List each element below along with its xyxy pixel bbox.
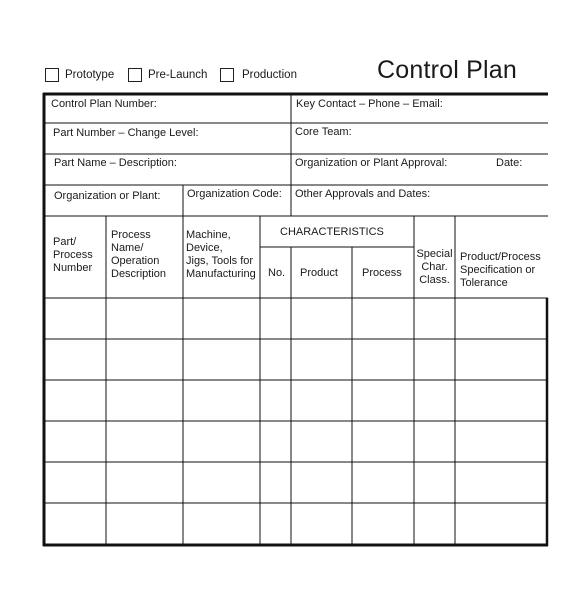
production-label: Production xyxy=(242,69,297,81)
col-product: Product xyxy=(300,267,338,279)
core-team-label: Core Team: xyxy=(295,126,352,138)
control-plan-number-label: Control Plan Number: xyxy=(51,98,157,110)
part-number-label: Part Number – Change Level: xyxy=(53,127,199,139)
col-machine: Machine, Device, Jigs, Tools for Manufacturing xyxy=(186,229,256,280)
org-code-label: Organization Code: xyxy=(187,188,282,200)
key-contact-label: Key Contact – Phone – Email: xyxy=(296,98,443,110)
pre-launch-label: Pre-Launch xyxy=(148,69,208,81)
col-part-process-number: Part/ Process Number xyxy=(53,236,93,274)
part-name-label: Part Name – Description: xyxy=(54,157,177,169)
col-no: No. xyxy=(268,267,286,279)
prototype-label: Prototype xyxy=(65,69,115,81)
page-title: Control Plan xyxy=(377,56,517,84)
col-spec-tolerance: Product/Process Specification or Tolerance xyxy=(460,251,541,289)
org-or-plant-label: Organization or Plant: xyxy=(54,190,161,202)
org-approval-label: Organization or Plant Approval: xyxy=(295,157,448,169)
col-process-name: Process Name/ Operation Description xyxy=(111,229,167,280)
col-process: Process xyxy=(362,267,402,279)
date-label: Date: xyxy=(496,157,523,169)
other-approvals-label: Other Approvals and Dates: xyxy=(295,188,431,200)
col-characteristics: CHARACTERISTICS xyxy=(280,226,384,238)
col-special-char: Special Char. Class. xyxy=(416,248,453,286)
